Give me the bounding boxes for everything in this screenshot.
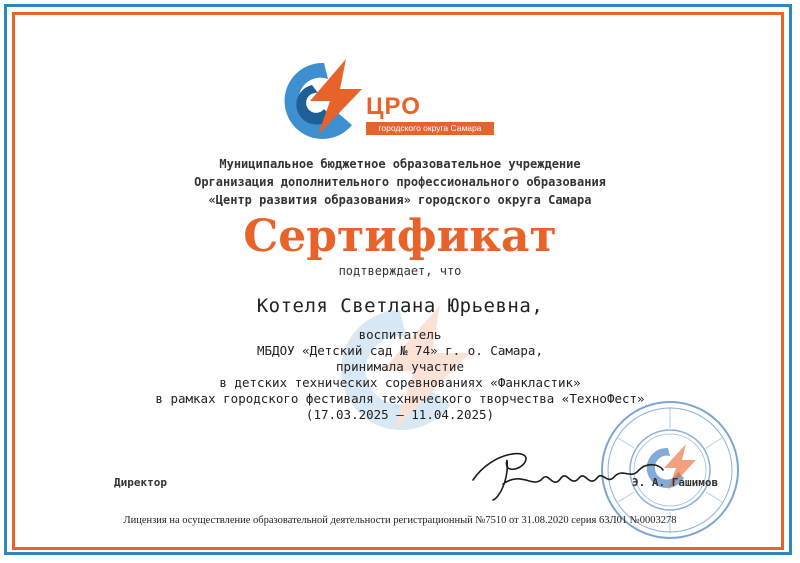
detail-event: в детских технических соревнованиях «Фанкластик» bbox=[219, 375, 581, 390]
director-name: Э. А. Гашимов bbox=[632, 476, 719, 489]
cro-logo-icon bbox=[274, 55, 374, 140]
organization-line-1: Муниципальное бюджетное образовательное учреждение bbox=[219, 157, 581, 171]
cro-logo bbox=[274, 55, 494, 140]
detail-position: воспитатель bbox=[358, 327, 442, 342]
director-signature-icon bbox=[463, 440, 673, 510]
license-text: Лицензия на осуществление образовательной деятельности регистрационный №7510 от 31.08.2020 серия 63Л01 №0003278 bbox=[123, 515, 677, 526]
confirms-text: подтверждает, что bbox=[338, 264, 462, 278]
logo-name: ЦРО bbox=[366, 93, 421, 120]
organization-block bbox=[0, 155, 800, 209]
detail-institution: МБДОУ «Детский сад № 74» г. о. Самара, bbox=[257, 343, 543, 358]
director-role: Директор bbox=[114, 476, 167, 489]
certificate-title: Сертификат bbox=[243, 211, 557, 262]
recipient-name: Котеля Светлана Юрьевна, bbox=[256, 295, 544, 317]
detail-dates: (17.03.2025 – 11.04.2025) bbox=[305, 407, 495, 422]
detail-festival: в рамках городского фестиваля технического творчества «ТехноФест» bbox=[155, 391, 645, 406]
organization-line-3: «Центр развития образования» городского округа Самара bbox=[208, 193, 592, 207]
organization-line-2: Организация дополнительного профессионального образования bbox=[194, 175, 606, 189]
detail-participation: принимала участие bbox=[336, 359, 464, 374]
logo-subtitle: городского округа Самара bbox=[366, 122, 494, 135]
